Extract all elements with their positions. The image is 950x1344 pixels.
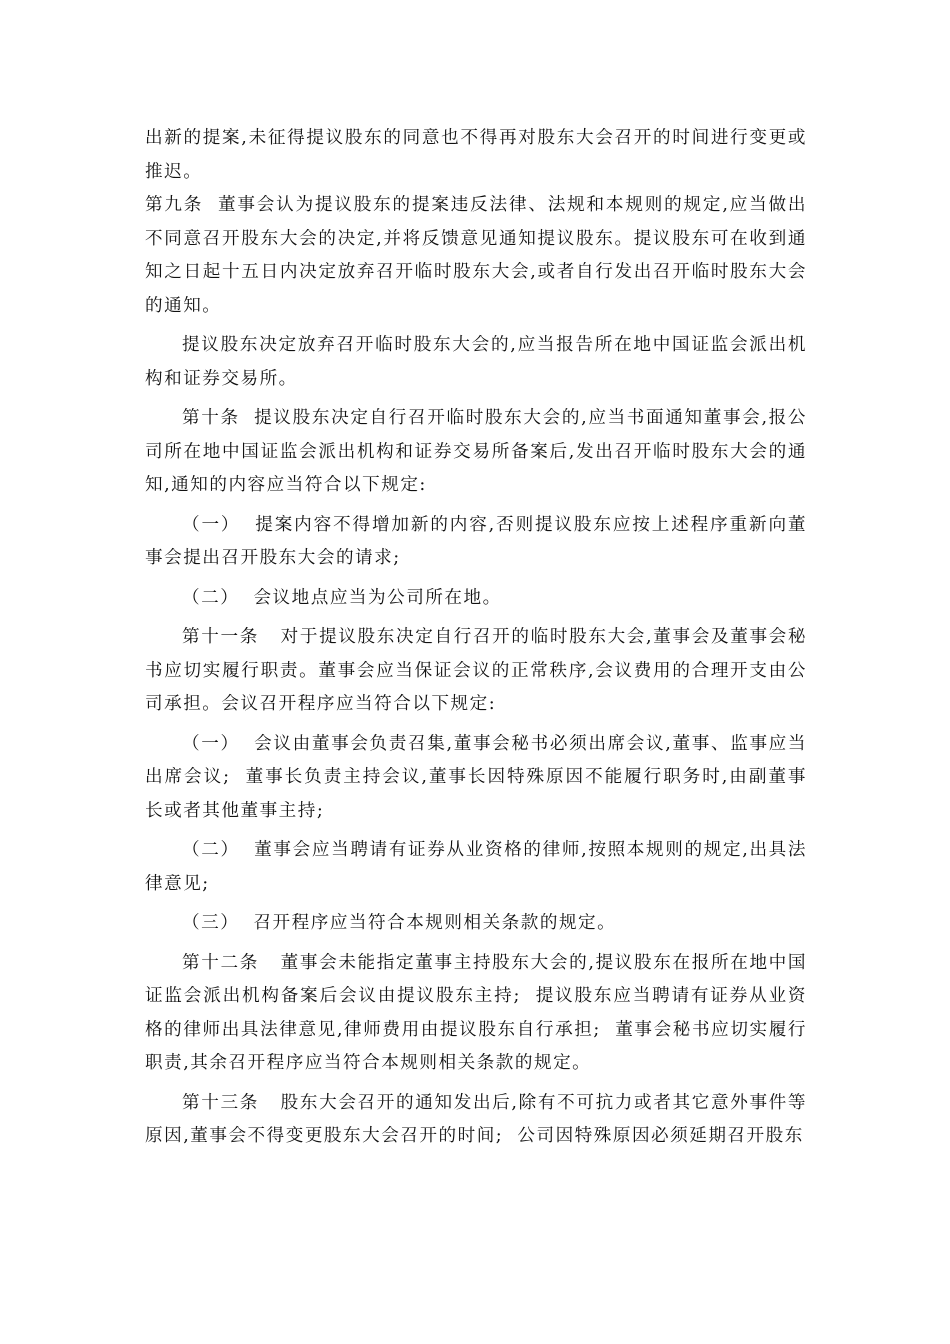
- article-9: 第九条 董事会认为提议股东的提案违反法律、法规和本规则的规定,应当做出不同意召开股东大会的决定,并将反馈意见通知提议股东。提议股东可在收到通知之日起十五日内决定放弃召开临时股东大会,或者自行发出召开临时股东大会的通知。: [145, 195, 807, 316]
- article-12: 第十二条 董事会未能指定董事主持股东大会的,提议股东在报所在地中国证监会派出机构备案后会议由提议股东主持; 提议股东应当聘请有证券从业资格的律师出具法律意见,律师费用由提议股东自行承担; 董事会秘书应切实履行职责,其余召开程序应当符合本规则相关条款的规定。: [145, 952, 807, 1073]
- article-10-item-2: （二） 会议地点应当为公司所在地。: [182, 587, 502, 608]
- article-9-paragraph-2: 提议股东决定放弃召开临时股东大会的,应当报告所在地中国证监会派出机构和证券交易所。: [145, 335, 807, 389]
- document-body: [145, 122, 807, 1154]
- paragraph-continuation: 出新的提案,未征得提议股东的同意也不得再对股东大会召开的时间进行变更或推迟。: [145, 128, 807, 182]
- article-11-item-2: （二） 董事会应当聘请有证券从业资格的律师,按照本规则的规定,出具法律意见;: [145, 840, 807, 894]
- article-11-item-1: （一） 会议由董事会负责召集,董事会秘书必须出席会议,董事、监事应当出席会议; 董事长负责主持会议,董事长因特殊原因不能履行职务时,由副董事长或者其他董事主持;: [145, 733, 807, 821]
- article-11-item-3: （三） 召开程序应当符合本规则相关条款的规定。: [182, 913, 617, 933]
- article-10: 第十条 提议股东决定自行召开临时股东大会的,应当书面通知董事会,报公司所在地中国证监会派出机构和证券交易所备案后,发出召开临时股东大会的通知,通知的内容应当符合以下规定:: [145, 408, 807, 495]
- article-11: 第十一条 对于提议股东决定自行召开的临时股东大会,董事会及董事会秘书应切实履行职责。董事会应当保证会议的正常秩序,会议费用的合理开支由公司承担。会议召开程序应当符合以下规定:: [145, 627, 807, 714]
- article-13: 第十三条 股东大会召开的通知发出后,除有不可抗力或者其它意外事件等原因,董事会不得变更股东大会召开的时间; 公司因特殊原因必须延期召开股东: [145, 1092, 807, 1146]
- article-10-item-1: （一） 提案内容不得增加新的内容,否则提议股东应按上述程序重新向董事会提出召开股东大会的请求;: [145, 514, 807, 568]
